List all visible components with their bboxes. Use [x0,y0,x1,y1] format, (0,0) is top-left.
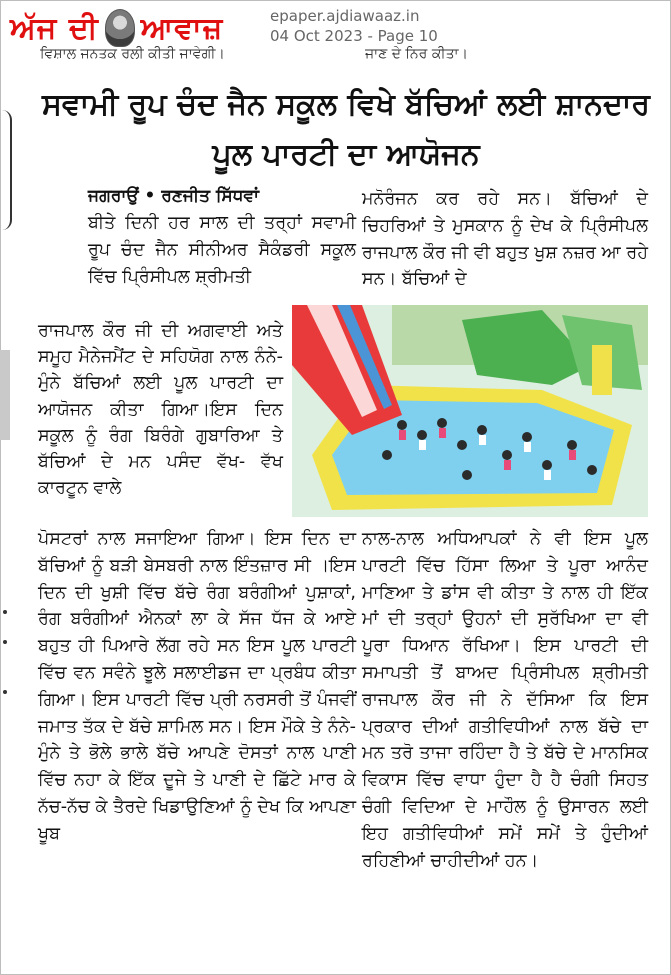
article-headline: ਸਵਾਮੀ ਰੂਪ ਚੰਦ ਜੈਨ ਸਕੂਲ ਵਿਖੇ ਬੱਚਿਆਂ ਲਈ ਸ਼ਾਨਦਾਰ ਪੂਲ ਪਾਰਟੀ ਦਾ ਆਯੋਜਨ [41,87,650,172]
cropped-image-edge [0,350,10,440]
cropped-previous-article-text-right: ਜਾਣ ਦੇ ਨਿਰ ਕੀਤਾ। [365,46,468,62]
pool-party-illustration [292,305,648,517]
article-body-left-bottom [38,526,356,848]
cropped-glyph [2,110,12,230]
logo-text-left: ਅੱਜ ਦੀ [10,10,99,46]
edition-meta [270,6,438,46]
byline: ਜਗਰਾਉਂ • ਰਣਜੀਤ ਸਿੱਧਵਾਂ [88,186,259,206]
pool-party-photo[interactable] [292,305,648,517]
paragraph: ਪੋਸਟਰਾਂ ਨਾਲ ਸਜਾਇਆ ਗਿਆ। ਇਸ ਦਿਨ ਦਾ ਬੱਚਿਆਂ ਨੂੰ ਬੜੀ ਬੇਸਬਰੀ ਨਾਲ ਇੰਤਜ਼ਾਰ ਸੀ ।ਇਸ ਦਿਨ ਦੀ ਖੁਸ਼ੀ ਵਿੱਚ ਬੱਚੇ ਰੰਗ ਬਰੰਗੀਆਂ ਪੁਸ਼ਾਕਾਂ, ਰੰਗ ਬਰੰਗੀਆਂ ਐਨਕਾਂ ਲਾ ਕੇ ਸੱਜ ਧੱਜ ਕੇ ਆਏ ਬਹੁਤ ਹੀ ਪਿਆਰੇ ਲੱਗ ਰਹੇ ਸਨ ਇਸ ਪੂਲ ਪਾਰਟੀ ਵਿੱਚ ਵਨ ਸਵੰਨੇ ਝੂਲੇ ਸਲਾਈਡਜ ਦਾ ਪ੍ਰਬੰਧ ਕੀਤਾ ਗਿਆ। ਇਸ ਪਾਰਟੀ ਵਿੱਚ ਪ੍ਰੀ ਨਰਸਰੀ ਤੋਂ ਪੰਜਵੀਂ ਜਮਾਤ ਤੱਕ ਦੇ ਬੱਚੇ ਸ਼ਾਮਿਲ ਸਨ। ਇਸ ਮੌਕੇ ਤੇ ਨੰਨੇ-ਮੁੰਨੇ ਤੇ ਭੋਲੇ ਭਾਲੇ ਬੱਚੇ ਆਪਣੇ ਦੋਸਤਾਂ ਨਾਲ ਪਾਣੀ ਵਿੱਚ ਨਹਾ ਕੇ ਇੱਕ ਦੂਜੇ ਤੇ ਪਾਣੀ ਦੇ ਛਿੱਟੇ ਮਾਰ ਕੇ ਨੱਚ-ਨੱਚ ਕੇ ਤੈਰਦੇ ਖਿਡਾਉਣਿਆਂ ਨੂੰ ਦੇਖ ਕਿ ਆਪਣਾ ਖੂਬ [38,529,356,844]
cropped-previous-article-text: ਵਿਸ਼ਾਲ ਜਨਤਕ ਰਲੀ ਕੀਤੀ ਜਾਵੇਗੀ। [40,46,225,62]
paragraph: ਮਨੋਰੰਜਨ ਕਰ ਰਹੇ ਸਨ। ਬੱਚਿਆਂ ਦੇ ਚਿਹਰਿਆਂ ਤੇ ਮੁਸਕਾਨ ਨੂੰ ਦੇਖ ਕੇ ਪ੍ਰਿੰਸੀਪਲ ਰਾਜਪਾਲ ਕੌਰ ਜੀ ਵੀ ਬਹੁਤ ਖੁਸ਼ ਨਜ਼ਰ ਆ ਰਹੇ ਸਨ। ਬੱਚਿਆਂ ਦੇ [362,189,648,290]
bird-mascot-icon [105,9,135,47]
newspaper-logo[interactable] [10,6,223,50]
edition-date-page: 04 Oct 2023 - Page 10 [270,27,438,45]
logo-text-right: ਆਵਾਜ਼ [140,10,224,46]
cropped-punct [3,610,7,614]
cropped-punct [3,690,7,694]
article-body-right-bottom [362,526,648,874]
adjacent-column-edge [0,50,20,975]
site-url[interactable]: epaper.ajdiawaaz.in [270,7,420,25]
article-body-left-top [88,210,356,290]
paragraph: ਨਾਲ-ਨਾਲ ਅਧਿਆਪਕਾਂ ਨੇ ਵੀ ਇਸ ਪੂਲ ਪਾਰਟੀ ਵਿੱਚ ਹਿੱਸਾ ਲਿਆ ਤੇ ਪੂਰਾ ਆਨੰਦ ਮਾਣਿਆ ਤੇ ਡਾਂਸ ਵੀ ਕੀਤਾ ਤੇ ਨਾਲ ਹੀ ਇੱਕ ਮਾਂ ਦੀ ਤਰ੍ਹਾਂ ਉਹਨਾਂ ਦੀ ਸੁਰੱਖਿਆ ਦਾ ਵੀ ਪੂਰਾ ਧਿਆਨ ਰੱਖਿਆ। ਇਸ ਪਾਰਟੀ ਦੀ ਸਮਾਪਤੀ ਤੋਂ ਬਾਅਦ ਪ੍ਰਿੰਸੀਪਲ ਸ਼੍ਰੀਮਤੀ ਰਾਜਪਾਲ ਕੌਰ ਜੀ ਨੇ ਦੱਸਿਆ ਕਿ ਇਸ ਪ੍ਰਕਾਰ ਦੀਆਂ ਗਤੀਵਿਧੀਆਂ ਨਾਲ ਬੱਚੇ ਦਾ ਮਨ ਤਰੋ ਤਾਜਾ ਰਹਿੰਦਾ ਹੈ ਤੇ ਬੱਚੇ ਦੇ ਮਾਨਸਿਕ ਵਿਕਾਸ ਵਿੱਚ ਵਾਧਾ ਹੁੰਦਾ ਹੈ ਹੈ ਚੰਗੀ ਸਿਹਤ ਚੰਗੀ ਵਿਦਿਆ ਦੇ ਮਾਹੌਲ ਨੂੰ ਉਸਾਰਨ ਲਈ ਇਹ ਗਤੀਵਿਧੀਆਂ ਸਮੇਂ ਸਮੇਂ ਤੇ ਹੁੰਦੀਆਂ ਰਹਿਣੀਆਂ ਚਾਹੀਦੀਆਂ ਹਨ। [362,529,648,871]
article-body-left-wrap [38,318,283,501]
paragraph: ਬੀਤੇ ਦਿਨੀ ਹਰ ਸਾਲ ਦੀ ਤਰ੍ਹਾਂ ਸਵਾਮੀ ਰੂਪ ਚੰਦ ਜੈਨ ਸੀਨੀਅਰ ਸੈਕੰਡਰੀ ਸਕੂਲ ਵਿੱਚ ਪ੍ਰਿੰਸੀਪਲ ਸ਼੍ਰੀਮਤੀ [88,213,356,287]
article-body-right-top [362,186,648,293]
cropped-punct [3,640,7,644]
paragraph: ਰਾਜਪਾਲ ਕੌਰ ਜੀ ਦੀ ਅਗਵਾਈ ਅਤੇ ਸਮੂਹ ਮੈਨੇਜਮੈਂਟ ਦੇ ਸਹਿਯੋਗ ਨਾਲ ਨੰਨੇ-ਮੁੰਨੇ ਬੱਚਿਆਂ ਲਈ ਪੂਲ ਪਾਰਟੀ ਦਾ ਆਯੋਜਨ ਕੀਤਾ ਗਿਆ।ਇਸ ਦਿਨ ਸਕੂਲ ਨੂੰ ਰੰਗ ਬਿਰੰਗੇ ਗੁਬਾਰਿਆ ਤੇ ਬੱਚਿਆਂ ਦੇ ਮਨ ਪਸੰਦ ਵੱਖ- ਵੱਖ ਕਾਰਟੂਨ ਵਾਲੇ [38,321,283,499]
